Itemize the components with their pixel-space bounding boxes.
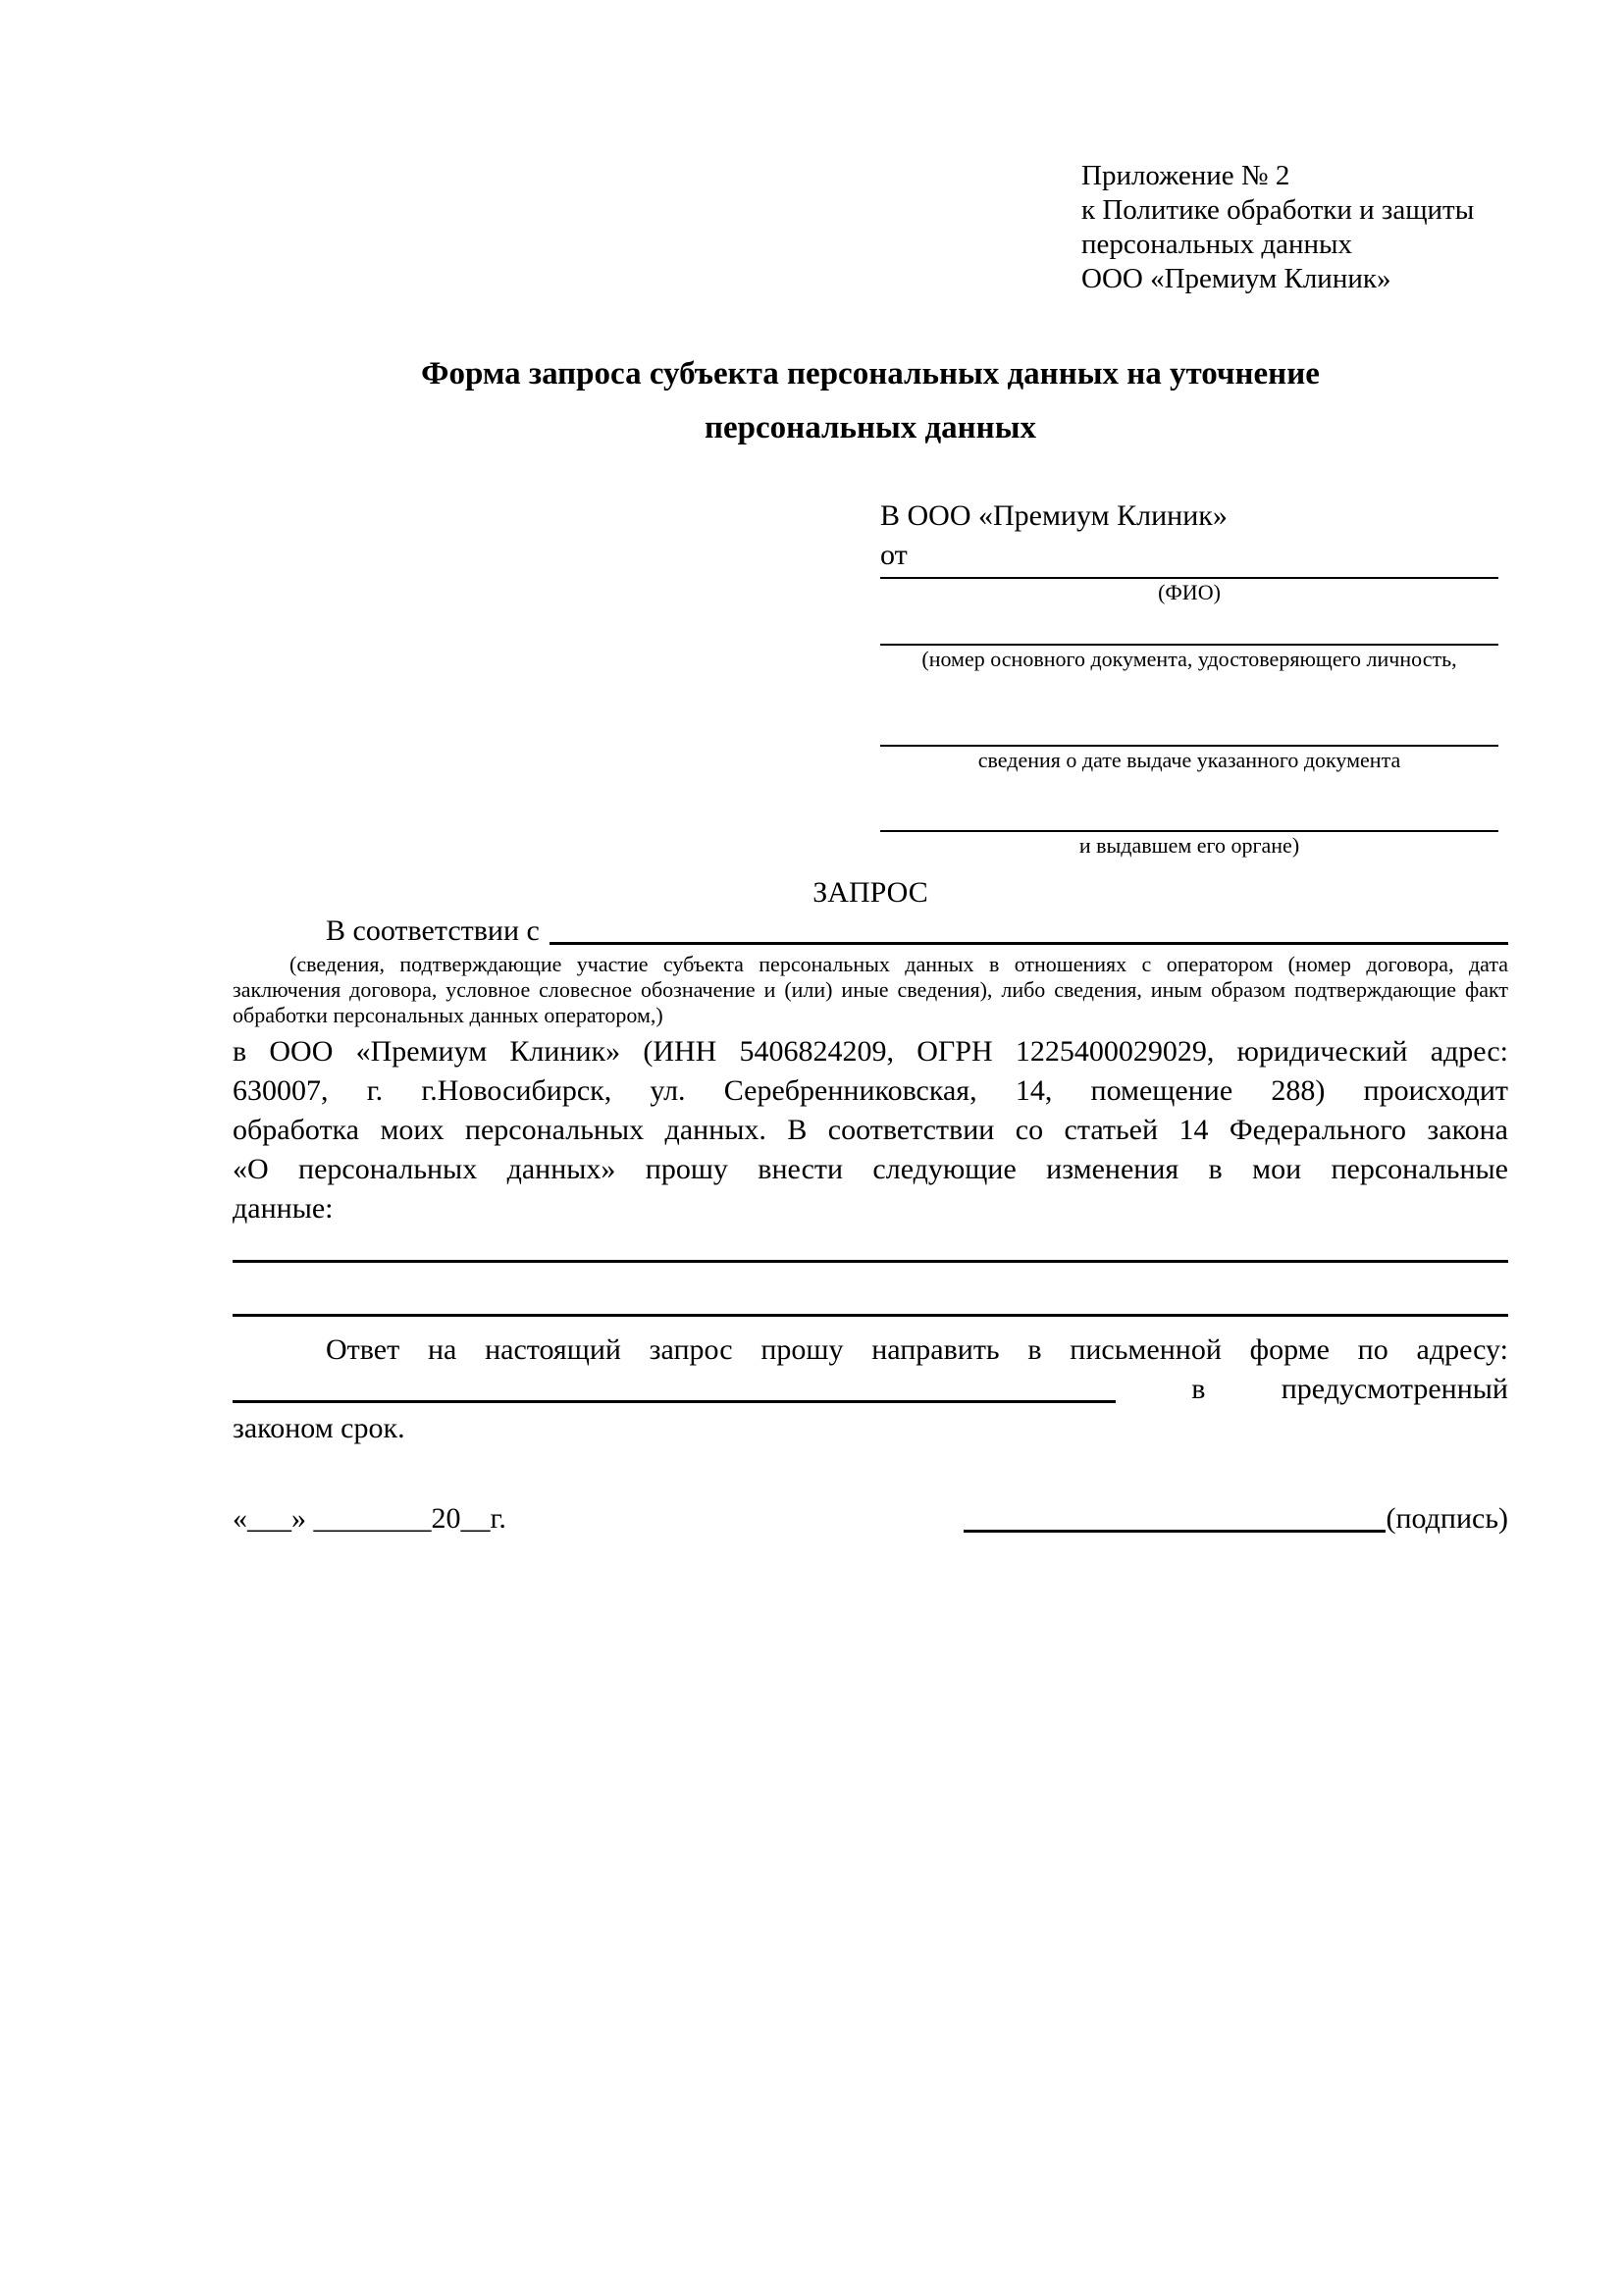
addressee-to-line: В ООО «Премиум Клиник» xyxy=(880,499,1228,532)
body-paragraph xyxy=(233,1032,1508,1228)
addressee-from-label: от xyxy=(880,539,908,571)
document-title-line: Форма запроса субъекта персональных данных на уточнение xyxy=(421,356,1320,391)
footnote-line: (сведения, подтверждающие участие субъекта персональных данных в отношениях с оператором (номер договора, дата xyxy=(289,952,1508,976)
date-blank: «___» ________20__г. xyxy=(233,1502,506,1535)
addressee-block xyxy=(880,496,1498,860)
reply-address-line xyxy=(233,1370,1508,1409)
reply-paragraph xyxy=(233,1331,1508,1448)
issue-date-caption: сведения о дате выдаче указанного документа xyxy=(977,748,1401,772)
body-line: 630007, г. г.Новосибирск, ул. Серебренниковская, 14, помещение 288) происходит xyxy=(233,1074,1508,1107)
address-blank-line xyxy=(233,1400,1116,1403)
body-line: обработка моих персональных данных. В соответствии со статьей 14 Федерального закона xyxy=(233,1114,1508,1146)
request-heading: ЗАПРОС xyxy=(812,876,928,909)
reply-line: законом срок. xyxy=(233,1412,405,1444)
appendix-header-line: Приложение № 2 xyxy=(1081,160,1290,191)
reply-line: Ответ на настоящий запрос прошу направить в письменной форме по адресу: xyxy=(326,1333,1508,1366)
appendix-header-line: к Политике обработки и защиты xyxy=(1081,194,1475,226)
appendix-header-line: персональных данных xyxy=(1081,229,1353,260)
document-title xyxy=(233,347,1508,455)
signature-row xyxy=(233,1499,1508,1539)
signature-caption: (подпись) xyxy=(1386,1502,1508,1535)
intro-label: В соответствии с xyxy=(326,914,540,947)
appendix-header xyxy=(1081,159,1508,296)
basis-blank-line xyxy=(550,942,1508,945)
signature-area xyxy=(964,1499,1508,1539)
changes-blank-line-1 xyxy=(233,1260,1508,1263)
body-line: данные: xyxy=(233,1192,334,1225)
intro-line xyxy=(233,913,1508,950)
signature-blank-line xyxy=(964,1530,1386,1533)
reply-word: в xyxy=(1191,1373,1206,1405)
reply-word: предусмотренный xyxy=(1281,1373,1508,1405)
body-line: в ООО «Премиум Клиник» (ИНН 5406824209, ОГРН 1225400029029, юридический адрес: xyxy=(233,1035,1508,1068)
document-number-caption: (номер основного документа, удостоверяющего личность, xyxy=(921,647,1457,671)
document-title-line: персональных данных xyxy=(705,410,1036,445)
footnote-line: заключения договора, условное словесное обозначение и (или) иные сведения), либо сведения, иным образом подтверждающие факт xyxy=(233,977,1508,1002)
footnote-line: обработки персональных данных оператором,) xyxy=(233,1003,663,1027)
issuer-caption: и выдавшем его органе) xyxy=(1078,833,1300,858)
changes-blank-line-2 xyxy=(233,1314,1508,1317)
appendix-header-line: ООО «Премиум Клиник» xyxy=(1081,263,1391,294)
fio-caption: (ФИО) xyxy=(1158,580,1221,604)
footnote xyxy=(233,952,1508,1028)
body-line: «О персональных данных» прошу внести следующие изменения в мои персональные xyxy=(233,1153,1508,1185)
page-content xyxy=(233,0,1508,1539)
